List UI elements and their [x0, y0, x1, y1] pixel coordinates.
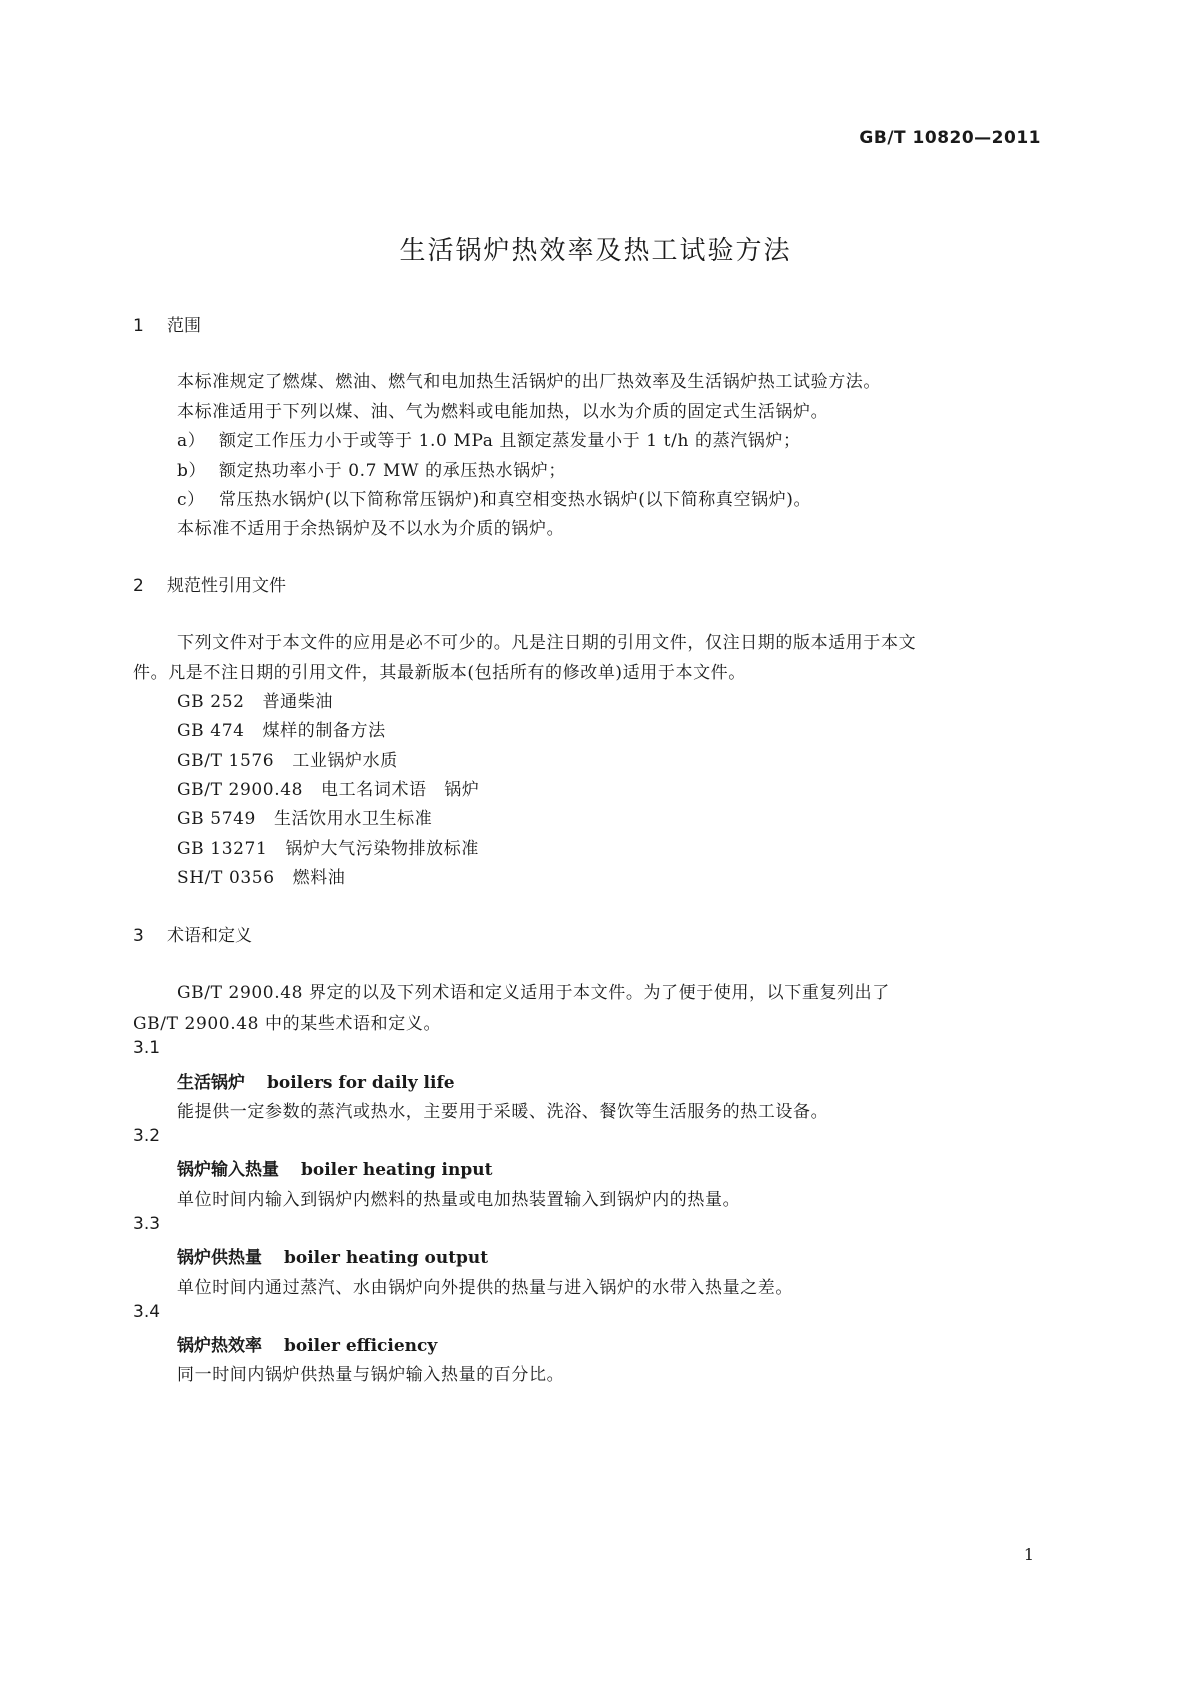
reference-item: [177, 863, 345, 888]
term-chinese: 锅炉供热量: [177, 1248, 262, 1268]
reference-code: GB/T 1576: [177, 751, 275, 771]
term-heading: [177, 1068, 455, 1093]
term-chinese: 锅炉输入热量: [177, 1160, 279, 1180]
term-definition: 单位时间内输入到锅炉内燃料的热量或电加热装置输入到锅炉内的热量。: [177, 1190, 741, 1210]
paragraph-continuation: GB/T 2900.48 中的某些术语和定义。: [133, 1014, 442, 1034]
list-item-label: a）: [177, 431, 206, 451]
paragraph: 本标准不适用于余热锅炉及不以水为介质的锅炉。: [177, 519, 565, 539]
term-heading: [177, 1331, 437, 1356]
reference-code: GB 13271: [177, 839, 268, 859]
paragraph-continuation: 件。凡是不注日期的引用文件，其最新版本(包括所有的修改单)适用于本文件。: [133, 663, 746, 683]
term-english: boiler heating input: [301, 1160, 493, 1180]
standard-number: GB/T 10820—2011: [859, 128, 1041, 148]
term-chinese: 生活锅炉: [177, 1073, 245, 1093]
term-definition: 同一时间内锅炉供热量与锅炉输入热量的百分比。: [177, 1365, 565, 1385]
list-item: [177, 426, 801, 451]
reference-code: GB 5749: [177, 809, 256, 829]
clause-number: 3.2: [133, 1126, 161, 1146]
list-item: [177, 456, 566, 481]
paragraph: 下列文件对于本文件的应用是必不可少的。凡是注日期的引用文件，仅注日期的版本适用于本文: [177, 633, 917, 653]
section-3-heading: [133, 921, 252, 946]
reference-title: 锅炉大气污染物排放标准: [285, 839, 479, 859]
reference-item: [177, 746, 398, 771]
section-number: 1: [133, 316, 144, 336]
reference-code: GB 474: [177, 721, 245, 741]
term-chinese: 锅炉热效率: [177, 1336, 262, 1356]
section-number: 3: [133, 926, 144, 946]
clause-number: 3.1: [133, 1038, 161, 1058]
reference-item: [177, 775, 479, 800]
clause-number: 3.3: [133, 1214, 161, 1234]
list-item-text: 常压热水锅炉(以下简称常压锅炉)和真空相变热水锅炉(以下简称真空锅炉)。: [219, 490, 812, 510]
section-2-heading: [133, 571, 286, 596]
reference-title: 生活饮用水卫生标准: [273, 809, 433, 829]
term-definition: 单位时间内通过蒸汽、水由锅炉向外提供的热量与进入锅炉的水带入热量之差。: [177, 1278, 793, 1298]
reference-item: [177, 716, 386, 741]
list-item-label: b）: [177, 461, 207, 481]
reference-title: 工业锅炉水质: [292, 751, 398, 771]
term-english: boilers for daily life: [267, 1073, 455, 1093]
section-title: 范围: [167, 316, 201, 336]
section-title: 规范性引用文件: [167, 576, 286, 596]
section-title: 术语和定义: [167, 926, 252, 946]
reference-title: 电工名词术语 锅炉: [321, 780, 480, 800]
term-english: boiler heating output: [284, 1248, 489, 1268]
list-item-label: c）: [177, 490, 205, 510]
document-title: 生活锅炉热效率及热工试验方法: [399, 236, 792, 266]
term-english: boiler efficiency: [284, 1336, 438, 1356]
term-definition: 能提供一定参数的蒸汽或热水，主要用于采暖、洗浴、餐饮等生活服务的热工设备。: [177, 1102, 829, 1122]
list-item-text: 额定工作压力小于或等于 1.0 MPa 且额定蒸发量小于 1 t/h 的蒸汽锅炉；: [219, 431, 801, 451]
list-item: [177, 485, 811, 510]
reference-code: GB/T 2900.48: [177, 780, 304, 800]
reference-item: [177, 687, 333, 712]
reference-title: 煤样的制备方法: [262, 721, 386, 741]
reference-item: [177, 804, 432, 829]
term-heading: [177, 1155, 492, 1180]
clause-number: 3.4: [133, 1302, 161, 1322]
list-item-text: 额定热功率小于 0.7 MW 的承压热水锅炉；: [219, 461, 566, 481]
paragraph: GB/T 2900.48 界定的以及下列术语和定义适用于本文件。为了便于使用，以下重复列出了: [177, 983, 890, 1003]
section-number: 2: [133, 576, 144, 596]
section-1-heading: [133, 311, 201, 336]
reference-code: SH/T 0356: [177, 868, 275, 888]
paragraph: 本标准规定了燃煤、燃油、燃气和电加热生活锅炉的出厂热效率及生活锅炉热工试验方法。: [177, 372, 881, 392]
reference-item: [177, 834, 479, 859]
reference-code: GB 252: [177, 692, 245, 712]
reference-title: 普通柴油: [262, 692, 333, 712]
page-number: 1: [1023, 1545, 1034, 1564]
paragraph: 本标准适用于下列以煤、油、气为燃料或电能加热，以水为介质的固定式生活锅炉。: [177, 402, 829, 422]
reference-title: 燃料油: [292, 868, 346, 888]
term-heading: [177, 1243, 488, 1268]
